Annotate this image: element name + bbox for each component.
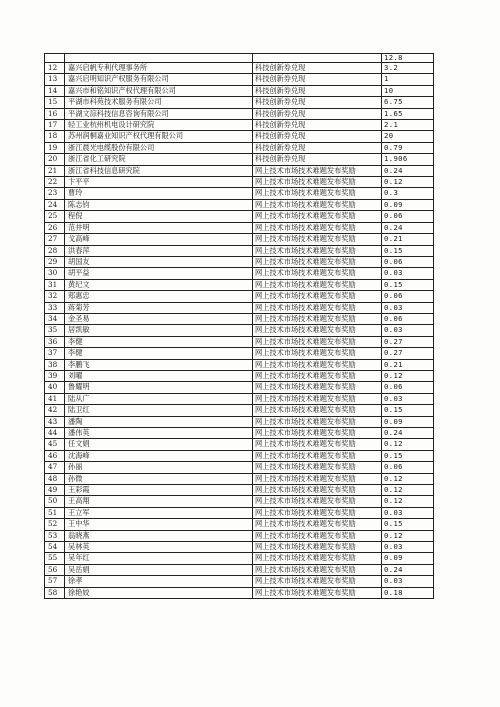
recipient-name-cell: 陆从广: [65, 393, 253, 404]
award-amount-cell: 0.03: [382, 542, 434, 553]
award-amount-cell: 0.24: [382, 564, 434, 575]
award-amount-cell: 0.06: [382, 313, 434, 324]
award-item-cell: 网上技术市场技术难题发布奖励: [253, 336, 382, 347]
award-amount-cell: 0.06: [382, 211, 434, 222]
row-number-cell: 33: [45, 302, 65, 313]
row-number-cell: 41: [45, 393, 65, 404]
table-row: [45, 256, 434, 267]
recipient-name-cell: 沈海峰: [65, 450, 253, 461]
award-item-cell: 科技创新券兑现: [253, 108, 382, 119]
award-item-cell: 网上技术市场技术难题发布奖励: [253, 348, 382, 359]
table-row: [45, 530, 434, 541]
recipient-name-cell: 徐艳姣: [65, 587, 253, 598]
award-item-cell: 网上技术市场技术难题发布奖励: [253, 370, 382, 381]
row-number-cell: [45, 54, 65, 63]
recipient-name-cell: 黄纪文: [65, 279, 253, 290]
award-item-cell: 科技创新券兑现: [253, 120, 382, 131]
table-row: [45, 496, 434, 507]
row-number-cell: 31: [45, 279, 65, 290]
recipient-name-cell: 王彩霞: [65, 485, 253, 496]
table-row: [45, 439, 434, 450]
award-item-cell: [253, 54, 382, 63]
award-amount-cell: 1.65: [382, 108, 434, 119]
recipient-name-cell: 平湖文淙科技信息咨询有限公司: [65, 108, 253, 119]
row-number-cell: 13: [45, 74, 65, 85]
recipient-name-cell: 吴年红: [65, 553, 253, 564]
award-amount-cell: 0.09: [382, 553, 434, 564]
table-row: [45, 291, 434, 302]
row-number-cell: 26: [45, 222, 65, 233]
award-item-cell: 网上技术市场技术难题发布奖励: [253, 439, 382, 450]
recipient-name-cell: 郏惠忠: [65, 291, 253, 302]
award-item-cell: 网上技术市场技术难题发布奖励: [253, 279, 382, 290]
award-amount-cell: 0.03: [382, 302, 434, 313]
award-item-cell: 网上技术市场技术难题发布奖励: [253, 291, 382, 302]
award-amount-cell: 0.12: [382, 439, 434, 450]
row-number-cell: 34: [45, 313, 65, 324]
row-number-cell: 15: [45, 97, 65, 108]
table-row: [45, 188, 434, 199]
table-row: [45, 245, 434, 256]
award-item-cell: 网上技术市场技术难题发布奖励: [253, 564, 382, 575]
award-item-cell: 网上技术市场技术难题发布奖励: [253, 199, 382, 210]
award-amount-cell: 0.12: [382, 496, 434, 507]
award-amount-cell: 20: [382, 131, 434, 142]
row-number-cell: 18: [45, 131, 65, 142]
recipient-name-cell: 潘陶: [65, 416, 253, 427]
table-row: [45, 382, 434, 393]
row-number-cell: 51: [45, 507, 65, 518]
award-amount-cell: 10: [382, 85, 434, 96]
award-item-cell: 网上技术市场技术难题发布奖励: [253, 485, 382, 496]
award-amount-cell: 0.24: [382, 428, 434, 439]
row-number-cell: 29: [45, 256, 65, 267]
row-number-cell: 27: [45, 234, 65, 245]
award-item-cell: 网上技术市场技术难题发布奖励: [253, 405, 382, 416]
award-item-cell: 网上技术市场技术难题发布奖励: [253, 313, 382, 324]
table-row: [45, 279, 434, 290]
award-amount-cell: 1: [382, 74, 434, 85]
recipient-name-cell: 程倪: [65, 211, 253, 222]
recipient-name-cell: 平湖市科苑技术服务有限公司: [65, 97, 253, 108]
award-amount-cell: 2.1: [382, 120, 434, 131]
table-row: [45, 54, 434, 63]
row-number-cell: 44: [45, 428, 65, 439]
table-row: [45, 416, 434, 427]
row-number-cell: 40: [45, 382, 65, 393]
table-row: [45, 393, 434, 404]
row-number-cell: 16: [45, 108, 65, 119]
table-row: [45, 485, 434, 496]
award-amount-cell: 0.03: [382, 268, 434, 279]
table-row: [45, 473, 434, 484]
award-amount-cell: 3.2: [382, 63, 434, 74]
award-item-cell: 网上技术市场技术难题发布奖励: [253, 542, 382, 553]
award-item-cell: 网上技术市场技术难题发布奖励: [253, 325, 382, 336]
table-row: [45, 313, 434, 324]
recipient-name-cell: [65, 54, 253, 63]
recipient-name-cell: 李健: [65, 336, 253, 347]
recipient-name-cell: 陈志钧: [65, 199, 253, 210]
row-number-cell: 17: [45, 120, 65, 131]
recipient-name-cell: 鲁耀明: [65, 382, 253, 393]
table-row: [45, 519, 434, 530]
table-row: [45, 63, 434, 74]
award-item-cell: 网上技术市场技术难题发布奖励: [253, 359, 382, 370]
row-number-cell: 56: [45, 564, 65, 575]
award-amount-cell: 0.03: [382, 325, 434, 336]
award-item-cell: 网上技术市场技术难题发布奖励: [253, 587, 382, 598]
award-item-cell: 网上技术市场技术难题发布奖励: [253, 393, 382, 404]
award-amount-cell: 0.15: [382, 279, 434, 290]
table-row: [45, 234, 434, 245]
award-item-cell: 科技创新券兑现: [253, 131, 382, 142]
row-number-cell: 49: [45, 485, 65, 496]
award-item-cell: 科技创新券兑现: [253, 154, 382, 165]
award-item-cell: 网上技术市场技术难题发布奖励: [253, 268, 382, 279]
award-item-cell: 网上技术市场技术难题发布奖励: [253, 428, 382, 439]
award-amount-cell: 1.906: [382, 154, 434, 165]
table-row: [45, 462, 434, 473]
recipient-name-cell: 李鹏飞: [65, 359, 253, 370]
recipient-name-cell: 吴岳娟: [65, 564, 253, 575]
table-row: [45, 428, 434, 439]
row-number-cell: 30: [45, 268, 65, 279]
recipient-name-cell: 范井明: [65, 222, 253, 233]
table-row: [45, 587, 434, 598]
award-amount-cell: 0.27: [382, 336, 434, 347]
award-item-cell: 网上技术市场技术难题发布奖励: [253, 188, 382, 199]
award-amount-cell: 0.27: [382, 348, 434, 359]
award-item-cell: 科技创新券兑现: [253, 63, 382, 74]
row-number-cell: 47: [45, 462, 65, 473]
award-amount-cell: 0.12: [382, 177, 434, 188]
recipient-name-cell: 轻工业杭州机电设计研究院: [65, 120, 253, 131]
recipient-name-cell: 李健: [65, 348, 253, 359]
award-amount-cell: 0.24: [382, 222, 434, 233]
award-item-cell: 网上技术市场技术难题发布奖励: [253, 165, 382, 176]
award-item-cell: 科技创新券兑现: [253, 85, 382, 96]
row-number-cell: 37: [45, 348, 65, 359]
recipient-name-cell: 王高翔: [65, 496, 253, 507]
table-row: [45, 336, 434, 347]
row-number-cell: 25: [45, 211, 65, 222]
table-row: [45, 74, 434, 85]
row-number-cell: 53: [45, 530, 65, 541]
table-row: [45, 108, 434, 119]
row-number-cell: 21: [45, 165, 65, 176]
recipient-name-cell: 曹玲: [65, 188, 253, 199]
row-number-cell: 42: [45, 405, 65, 416]
table-row: [45, 268, 434, 279]
row-number-cell: 58: [45, 587, 65, 598]
row-number-cell: 46: [45, 450, 65, 461]
recipient-name-cell: 浙江省化工研究院: [65, 154, 253, 165]
award-item-cell: 网上技术市场技术难题发布奖励: [253, 519, 382, 530]
award-amount-cell: 0.06: [382, 256, 434, 267]
award-item-cell: 科技创新券兑现: [253, 142, 382, 153]
row-number-cell: 57: [45, 576, 65, 587]
table-row: [45, 142, 434, 153]
row-number-cell: 36: [45, 336, 65, 347]
award-item-cell: 科技创新券兑现: [253, 97, 382, 108]
award-table-body: [45, 54, 434, 599]
table-row: [45, 576, 434, 587]
award-amount-cell: 0.12: [382, 370, 434, 381]
award-amount-cell: 0.24: [382, 165, 434, 176]
table-row: [45, 450, 434, 461]
award-amount-cell: 6.75: [382, 97, 434, 108]
recipient-name-cell: 卞平平: [65, 177, 253, 188]
table-row: [45, 553, 434, 564]
award-item-cell: 网上技术市场技术难题发布奖励: [253, 473, 382, 484]
row-number-cell: 54: [45, 542, 65, 553]
recipient-name-cell: 戈高峰: [65, 234, 253, 245]
row-number-cell: 39: [45, 370, 65, 381]
award-item-cell: 网上技术市场技术难题发布奖励: [253, 507, 382, 518]
row-number-cell: 28: [45, 245, 65, 256]
table-row: [45, 199, 434, 210]
recipient-name-cell: 潘伟英: [65, 428, 253, 439]
table-row: [45, 348, 434, 359]
recipient-name-cell: 王中华: [65, 519, 253, 530]
award-amount-cell: 0.3: [382, 188, 434, 199]
recipient-name-cell: 刘曜: [65, 370, 253, 381]
row-number-cell: 24: [45, 199, 65, 210]
recipient-name-cell: 胡平益: [65, 268, 253, 279]
award-amount-cell: 0.12: [382, 473, 434, 484]
recipient-name-cell: 徐孝: [65, 576, 253, 587]
award-amount-cell: 0.15: [382, 245, 434, 256]
recipient-name-cell: 嘉兴市和铭知识产权代理有限公司: [65, 85, 253, 96]
row-number-cell: 52: [45, 519, 65, 530]
table-row: [45, 370, 434, 381]
award-amount-cell: 0.03: [382, 576, 434, 587]
table-row: [45, 165, 434, 176]
row-number-cell: 19: [45, 142, 65, 153]
award-item-cell: 网上技术市场技术难题发布奖励: [253, 234, 382, 245]
award-amount-cell: 0.03: [382, 393, 434, 404]
table-row: [45, 542, 434, 553]
award-item-cell: 网上技术市场技术难题发布奖励: [253, 256, 382, 267]
award-amount-cell: 0.18: [382, 587, 434, 598]
recipient-name-cell: 苏州润桐嘉业知识产权代理有限公司: [65, 131, 253, 142]
recipient-name-cell: 翁晓燕: [65, 530, 253, 541]
recipient-name-cell: 洪春萍: [65, 245, 253, 256]
row-number-cell: 38: [45, 359, 65, 370]
recipient-name-cell: 王立军: [65, 507, 253, 518]
recipient-name-cell: 任文娟: [65, 439, 253, 450]
row-number-cell: 35: [45, 325, 65, 336]
award-item-cell: 网上技术市场技术难题发布奖励: [253, 245, 382, 256]
row-number-cell: 12: [45, 63, 65, 74]
award-amount-cell: 0.79: [382, 142, 434, 153]
table-row: [45, 154, 434, 165]
award-item-cell: 网上技术市场技术难题发布奖励: [253, 222, 382, 233]
table-row: [45, 405, 434, 416]
award-amount-cell: 0.12: [382, 485, 434, 496]
recipient-name-cell: 浙江省科技信息研究院: [65, 165, 253, 176]
row-number-cell: 48: [45, 473, 65, 484]
award-table: [44, 53, 434, 599]
award-amount-cell: 0.12: [382, 530, 434, 541]
recipient-name-cell: 吴林英: [65, 542, 253, 553]
award-item-cell: 网上技术市场技术难题发布奖励: [253, 382, 382, 393]
table-row: [45, 222, 434, 233]
award-amount-cell: 12.8: [382, 54, 434, 63]
row-number-cell: 45: [45, 439, 65, 450]
recipient-name-cell: 孙微: [65, 473, 253, 484]
award-amount-cell: 0.21: [382, 359, 434, 370]
award-amount-cell: 0.06: [382, 462, 434, 473]
recipient-name-cell: 陆卫红: [65, 405, 253, 416]
row-number-cell: 43: [45, 416, 65, 427]
table-row: [45, 507, 434, 518]
award-item-cell: 网上技术市场技术难题发布奖励: [253, 462, 382, 473]
table-row: [45, 177, 434, 188]
award-amount-cell: 0.15: [382, 405, 434, 416]
award-item-cell: 科技创新券兑现: [253, 74, 382, 85]
award-amount-cell: 0.06: [382, 382, 434, 393]
table-row: [45, 564, 434, 575]
table-row: [45, 359, 434, 370]
row-number-cell: 50: [45, 496, 65, 507]
award-item-cell: 网上技术市场技术难题发布奖励: [253, 553, 382, 564]
award-item-cell: 网上技术市场技术难题发布奖励: [253, 211, 382, 222]
recipient-name-cell: 嘉兴启明知识产权服务有限公司: [65, 74, 253, 85]
row-number-cell: 20: [45, 154, 65, 165]
row-number-cell: 55: [45, 553, 65, 564]
table-row: [45, 97, 434, 108]
recipient-name-cell: 蒋菊芳: [65, 302, 253, 313]
table-row: [45, 325, 434, 336]
award-item-cell: 网上技术市场技术难题发布奖励: [253, 450, 382, 461]
award-amount-cell: 0.03: [382, 507, 434, 518]
award-amount-cell: 0.15: [382, 450, 434, 461]
recipient-name-cell: 嘉兴启帆专利代理事务所: [65, 63, 253, 74]
award-item-cell: 网上技术市场技术难题发布奖励: [253, 302, 382, 313]
row-number-cell: 22: [45, 177, 65, 188]
row-number-cell: 23: [45, 188, 65, 199]
row-number-cell: 14: [45, 85, 65, 96]
award-amount-cell: 0.09: [382, 199, 434, 210]
table-row: [45, 211, 434, 222]
recipient-name-cell: 胡国友: [65, 256, 253, 267]
row-number-cell: 32: [45, 291, 65, 302]
recipient-name-cell: 浙江晨光电缆股份有限公司: [65, 142, 253, 153]
table-row: [45, 120, 434, 131]
recipient-name-cell: 居凯敏: [65, 325, 253, 336]
award-amount-cell: 0.09: [382, 416, 434, 427]
award-item-cell: 网上技术市场技术难题发布奖励: [253, 530, 382, 541]
award-item-cell: 网上技术市场技术难题发布奖励: [253, 416, 382, 427]
table-row: [45, 302, 434, 313]
table-row: [45, 85, 434, 96]
award-item-cell: 网上技术市场技术难题发布奖励: [253, 177, 382, 188]
award-item-cell: 网上技术市场技术难题发布奖励: [253, 576, 382, 587]
award-amount-cell: 0.21: [382, 234, 434, 245]
award-item-cell: 网上技术市场技术难题发布奖励: [253, 496, 382, 507]
award-amount-cell: 0.06: [382, 291, 434, 302]
table-row: [45, 131, 434, 142]
recipient-name-cell: 孙丽: [65, 462, 253, 473]
recipient-name-cell: 金圣易: [65, 313, 253, 324]
award-amount-cell: 0.15: [382, 519, 434, 530]
